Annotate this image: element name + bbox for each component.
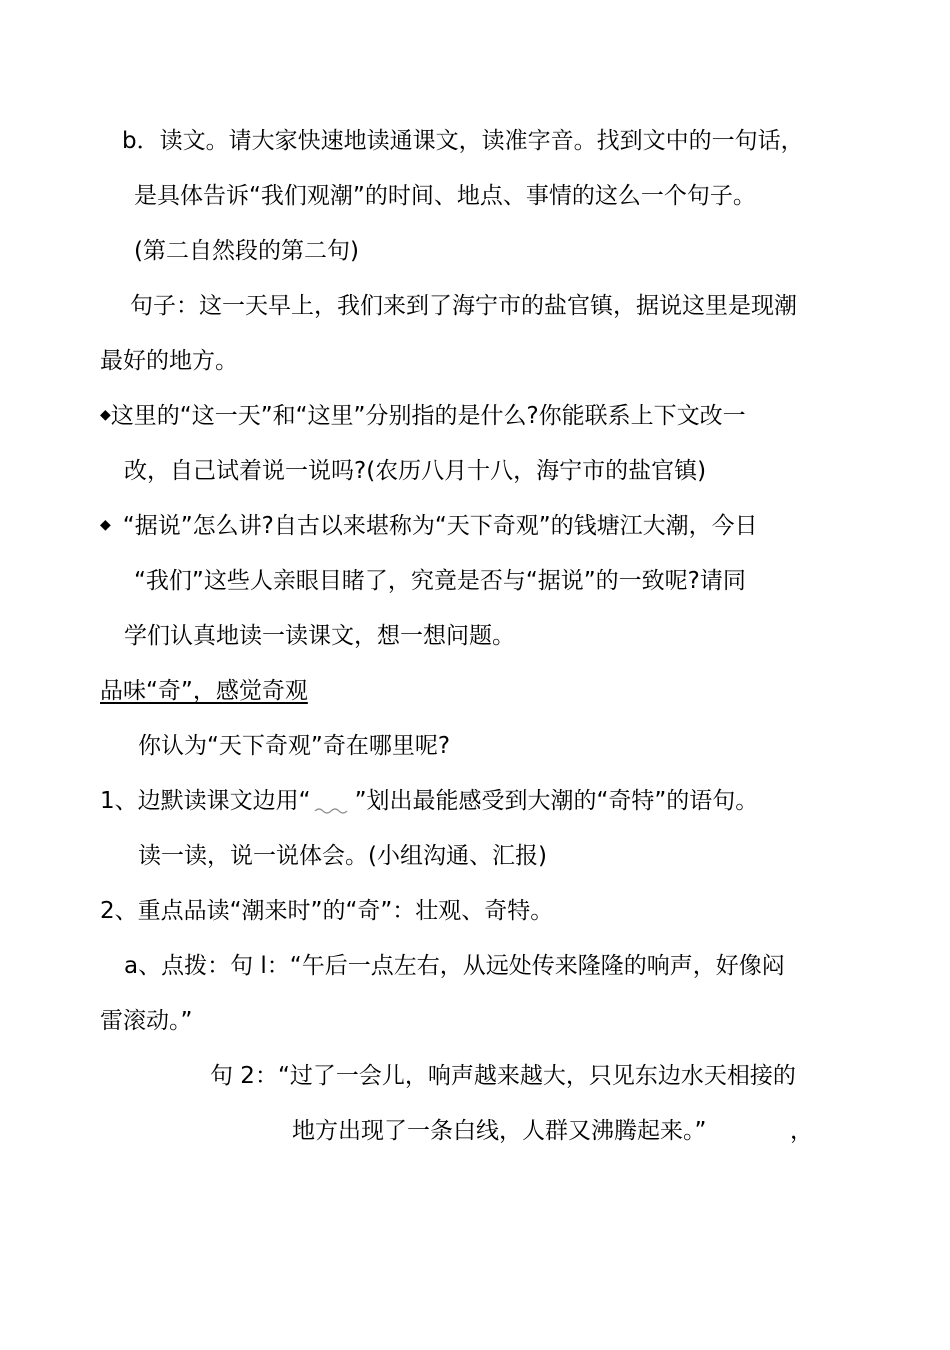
paragraph-sentence-cont: 最好的地方。 — [100, 348, 238, 374]
paragraph-reference: (第二自然段的第二句) — [134, 238, 359, 264]
bullet-item-2-cont2: 学们认真地读一读课文，想一想问题。 — [124, 623, 515, 649]
bullet-item-2 — [100, 511, 758, 542]
question-line: 你认为“天下奇观”奇在哪里呢? — [138, 733, 451, 759]
sentence-2-cont: 地方出现了一条白线，人群又沸腾起来。” — [292, 1118, 707, 1144]
step-2a-cont: 雷滚动。” — [100, 1008, 193, 1034]
step-2: 2、重点品读“潮来时”的“奇”：壮观、奇特。 — [100, 898, 554, 924]
bullet-item-1-text: 这里的“这一天”和“这里”分别指的是什么?你能联系上下文改一 — [110, 403, 746, 429]
wavy-line-icon — [311, 794, 355, 814]
bullet-item-1 — [100, 401, 746, 432]
step-2a: a、点拨：句 l：“午后一点左右，从远处传来隆隆的响声，好像闷 — [124, 953, 785, 979]
paragraph-reading-task: b．读文。请大家快速地读通课文，读准字音。找到文中的一句话， — [122, 128, 804, 154]
bullet-item-2-cont: “我们”这些人亲眼目睹了，究竟是否与“据说”的一致呢?请同 — [134, 568, 746, 594]
step-1-text-b: ”划出最能感受到大潮的“奇特”的语句。 — [354, 788, 759, 814]
bullet-item-1-cont: 改，自己试着说一说吗?(农历八月十八，海宁市的盐官镇) — [124, 458, 707, 484]
diamond-bullet-icon: ◆ — [100, 516, 111, 533]
step-1-cont: 读一读，说一说体会。(小组沟通、汇报) — [138, 843, 547, 869]
stray-comma: ， — [790, 1118, 813, 1144]
sentence-2: 句 2：“过了一会儿，响声越来越大，只见东边水天相接的 — [210, 1063, 796, 1089]
bullet-item-2-text: “据说”怎么讲?自古以来堪称为“天下奇观”的钱塘江大潮，今日 — [122, 513, 758, 539]
diamond-bullet-icon: ◆ — [100, 406, 111, 423]
step-1 — [100, 786, 758, 816]
paragraph-reading-task-cont: 是具体告诉“我们观潮”的时间、地点、事情的这么一个句子。 — [134, 183, 756, 209]
paragraph-sentence: 句子：这一天早上，我们来到了海宁市的盐官镇，据说这里是现潮 — [130, 293, 797, 319]
step-1-text-a: 1、边默读课文边用“ — [100, 788, 311, 814]
section-heading: 品味“奇”，感觉奇观 — [100, 678, 308, 704]
